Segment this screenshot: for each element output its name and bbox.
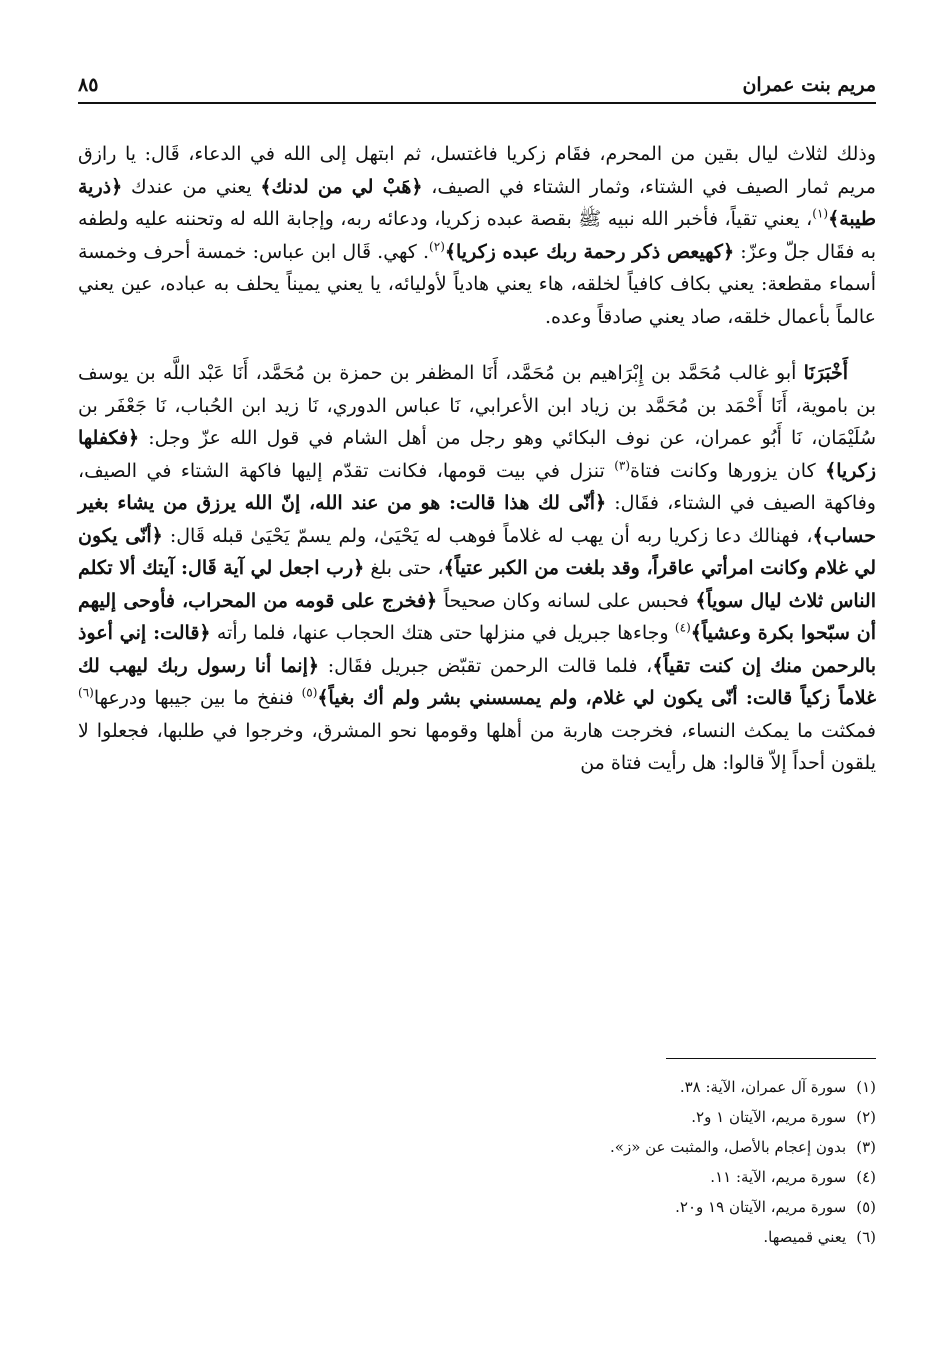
- text-span: وذلك لثلاث ليال بقين من المحرم، فقَام زكريا فاغتسل، ثم ابتهل إلى الله في الدعاء، قَال: يا رازق مريم ثمار الصيف في الشتاء، وثمار الشتاء في الصيف،: [78, 143, 876, 198]
- footnote-marker: (٤): [674, 620, 691, 635]
- quran-quote: ﴿هَبْ لي من لدنك﴾: [260, 175, 423, 198]
- footnote-number: (١): [856, 1078, 876, 1096]
- footnote-item: [300, 1162, 876, 1192]
- footnote-number: (٤): [856, 1168, 876, 1186]
- footnote-item: [300, 1072, 876, 1102]
- text-span: تنزل في بيت قومها، فكانت تقدّم إليها فاكهة الشتاء في الصيف، وفاكهة الصيف في الشتاء، فقَال:: [78, 459, 876, 514]
- quran-quote: ﴿فخرج على قومه من المحراب، فأوحى إليهم أن سبّحوا بكرة وعشياً﴾: [78, 589, 876, 644]
- running-title: مريم بنت عمران: [742, 74, 876, 96]
- footnote-text: سورة مريم، الآية: ١١.: [710, 1168, 847, 1186]
- text-span: كان يزورها وكانت فتاة: [630, 459, 826, 482]
- text-span: ، حتى بلغ: [364, 557, 444, 579]
- footnote-marker: (٥): [301, 685, 318, 700]
- footnote-text: بدون إعجام بالأصل، والمثبت عن «ز».: [610, 1138, 847, 1156]
- isnad-lead: أَخْبَرَنَا: [803, 362, 848, 384]
- page-header: [78, 62, 876, 104]
- text-span: . كهي. قَال ابن عباس: خمسة أحرف وخمسة أسماء مقطعة: يعني بكاف كافياً لخلقه، هاء يعني هادياً لأوليائه، يا يعني يميناً يحلف به عباده، عين يعني عالماً بأعمال خلقه، صاد يعني صادقاً وعده.: [78, 240, 876, 328]
- footnote-marker: (١): [812, 206, 829, 221]
- footnote-text: سورة آل عمران، الآية: ٣٨.: [679, 1078, 847, 1096]
- text-span: ، فلما قالت الرحمن تقبّض جبريل فقَال:: [319, 654, 653, 677]
- quran-quote: ﴿قالت: إني أعوذ بالرحمن منك إن كنت تقياً﴾: [78, 622, 876, 677]
- quran-quote: ﴿أنّى لك هذا قالت: هو من عند الله، إنّ الله يرزق من يشاء بغير حساب﴾: [78, 492, 876, 547]
- quran-quote: ﴿فكفلها زكريا﴾: [78, 427, 876, 482]
- page-number: ٨٥: [78, 74, 99, 96]
- footnote-number: (٦): [856, 1228, 876, 1246]
- footnote-item: [300, 1222, 876, 1252]
- footnote-marker: (٢): [429, 239, 445, 254]
- main-text: [78, 138, 876, 780]
- footnote-marker: (٦): [78, 685, 94, 700]
- footnote-item: [300, 1132, 876, 1162]
- quran-quote: ﴿أنّى يكون لي غلام وكانت امرأتي عاقراً، وقد بلغت من الكبر عتياً﴾: [78, 524, 877, 579]
- footnote-text: سورة مريم، الآيتان ١٩ و٢٠.: [675, 1198, 847, 1216]
- footnotes-list: [300, 1072, 876, 1252]
- footnote-item: [300, 1102, 876, 1132]
- text-span: أبو غالب مُحَمَّد بن إِبْرَاهيم بن مُحَمَّد، أَنَا المظفر بن حمزة بن مُحَمَّد، أَنَا عَبْد اللَّه بن يوسف بن باموية، أَنَا أَحْمَد بن مُحَمَّد بن زياد ابن الأعرابي، نَا عباس الدوري، نَا زيد ابن الحُباب، نَا جَعْفَر بن سُلَيْمَان، نَا أَبُو عمران، عن نوف البكائي وهو رجل من أهل الشام في قول الله عزّ وجل:: [78, 362, 876, 449]
- text-span: وجاءها جبريل في منزلها حتى هتك الحجاب عنها، فلما رأته: [210, 622, 675, 644]
- text-span: يعني من عندك: [122, 175, 261, 198]
- text-span: فحبس على لسانه وكان صحيحاً: [437, 589, 696, 612]
- quran-quote: ﴿إنما أنا رسول ربك ليهب لك غلاماً زكياً قالت: أنّى يكون لي غلام، ولم يمسسني بشر ولم أك بغياً﴾: [78, 654, 876, 709]
- footnote-text: يعني قميصها.: [763, 1228, 847, 1246]
- quran-quote: ﴿ذرية طيبة﴾: [78, 175, 876, 230]
- footnote-number: (٢): [856, 1108, 876, 1126]
- paragraph-2: [78, 357, 876, 780]
- quran-quote: ﴿رب اجعل لي آية قَال: آيتك ألا تكلم الناس ثلاث ليال سوياً﴾: [78, 557, 876, 612]
- text-span: ، يعني تقياً، فأخبر الله نبيه ﷺ بقصة عبده زكريا، ودعائه ربه، وإجابة الله له وتحننه عليه ولطفه به فقَال جلّ وعزّ:: [78, 208, 876, 263]
- footnote-item: [300, 1192, 876, 1222]
- footnote-number: (٣): [856, 1138, 876, 1156]
- footnote-number: (٥): [856, 1198, 876, 1216]
- quran-quote: ﴿كهيعص ذكر رحمة ربك عبده زكريا﴾: [444, 240, 735, 263]
- text-span: فمكثت ما يمكث النساء، فخرجت هاربة من أهلها وقومها نحو المشرق، وخرجوا في طلبها، فجعلوا لا يلقون أحداً إلاّ قالوا: هل رأيت فتاة من: [78, 719, 876, 774]
- text-span: فنفخ ما بين جيبها ودرعها: [93, 687, 302, 709]
- text-span: ، فهنالك دعا زكريا ربه أن يهب له غلاماً فوهب له يَحْيَىٰ، ولم يسمّ يَحْيَىٰ قبله قَال:: [162, 524, 813, 547]
- footnote-marker: (٣): [614, 458, 631, 473]
- footnote-divider: [666, 1058, 876, 1059]
- paragraph-1: [78, 138, 876, 333]
- footnote-text: سورة مريم، الآيتان ١ و٢.: [691, 1108, 847, 1126]
